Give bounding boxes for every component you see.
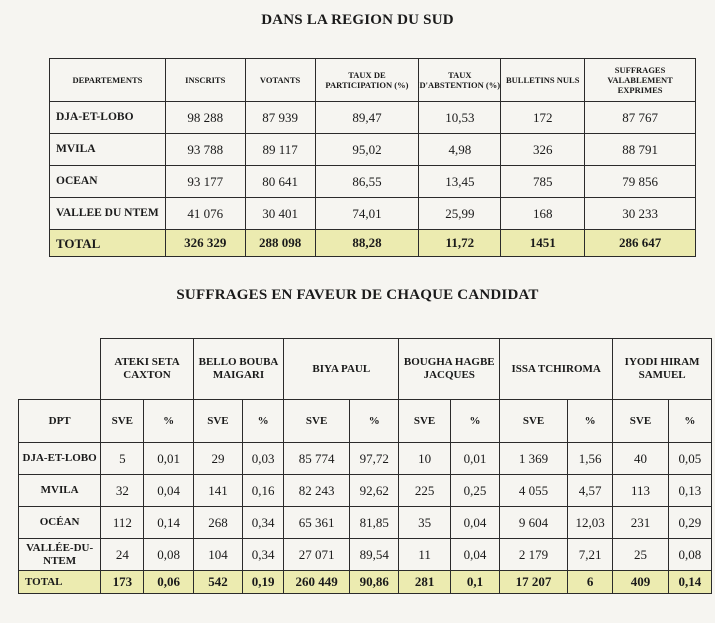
table-cell: 2 179 (500, 539, 568, 571)
total-cell: 326 329 (165, 230, 245, 257)
table-cell: 141 (193, 475, 242, 507)
total-label: TOTAL (50, 230, 166, 257)
table-row (50, 198, 696, 230)
col-suffrages-exprimes: SUFFRAGES VALABLEMENT EXPRIMES (585, 59, 696, 102)
table-cell: 112 (101, 507, 144, 539)
table-cell: 87 939 (245, 102, 315, 134)
table-cell: 98 288 (165, 102, 245, 134)
table-cell: 93 788 (165, 134, 245, 166)
candidate-iyodi: IYODI HIRAM SAMUEL (613, 339, 712, 400)
table-row (50, 102, 696, 134)
table-cell: 172 (501, 102, 585, 134)
candidate-biya: BIYA PAUL (284, 339, 399, 400)
table-cell: 1 369 (500, 443, 568, 475)
table-cell: 41 076 (165, 198, 245, 230)
col-percent: % (567, 400, 612, 443)
candidate-ateki: ATEKI SETA CAXTON (101, 339, 194, 400)
table-cell: 11 (399, 539, 450, 571)
table-cell: 87 767 (585, 102, 696, 134)
table-cell: 10 (399, 443, 450, 475)
table-cell: 4,98 (419, 134, 501, 166)
department-results-table (49, 58, 696, 257)
table-row (19, 475, 712, 507)
table-cell: 30 233 (585, 198, 696, 230)
table-cell: 10,53 (419, 102, 501, 134)
table-cell: 5 (101, 443, 144, 475)
total-cell: 286 647 (585, 230, 696, 257)
table-cell: 785 (501, 166, 585, 198)
table-cell: 0,03 (243, 443, 284, 475)
table-cell: 74,01 (315, 198, 419, 230)
table-cell: 12,03 (567, 507, 612, 539)
table-cell: 89,47 (315, 102, 419, 134)
table-cell: 225 (399, 475, 450, 507)
table2-subheader-row (19, 400, 712, 443)
col-percent: % (450, 400, 499, 443)
table-row (19, 539, 712, 571)
total-cell: 281 (399, 571, 450, 594)
col-taux-abstention: TAUX D'ABSTENTION (%) (419, 59, 501, 102)
col-dpt: DPT (19, 400, 101, 443)
total-label: TOTAL (19, 571, 101, 594)
total-cell: 0,14 (668, 571, 711, 594)
table-cell: 80 641 (245, 166, 315, 198)
total-cell: 0,19 (243, 571, 284, 594)
department-name: MVILA (19, 475, 101, 507)
col-bulletins-nuls: BULLETINS NULS (501, 59, 585, 102)
department-name: VALLEE DU NTEM (50, 198, 166, 230)
table-cell: 35 (399, 507, 450, 539)
table-cell: 168 (501, 198, 585, 230)
table-cell: 231 (613, 507, 669, 539)
col-sve: SVE (101, 400, 144, 443)
table-cell: 0,04 (144, 475, 193, 507)
table-row (19, 443, 712, 475)
table-cell: 0,34 (243, 539, 284, 571)
col-percent: % (668, 400, 711, 443)
col-sve: SVE (613, 400, 669, 443)
table2-candidate-row (19, 339, 712, 400)
table-cell: 89 117 (245, 134, 315, 166)
blank-corner (19, 339, 101, 400)
col-sve: SVE (500, 400, 568, 443)
total-cell: 288 098 (245, 230, 315, 257)
table-cell: 0,13 (668, 475, 711, 507)
table-cell: 30 401 (245, 198, 315, 230)
col-votants: VOTANTS (245, 59, 315, 102)
total-cell: 0,06 (144, 571, 193, 594)
table-cell: 9 604 (500, 507, 568, 539)
table-cell: 0,34 (243, 507, 284, 539)
table-cell: 32 (101, 475, 144, 507)
total-cell: 1451 (501, 230, 585, 257)
col-percent: % (144, 400, 193, 443)
table-cell: 24 (101, 539, 144, 571)
table-cell: 1,56 (567, 443, 612, 475)
table-cell: 82 243 (284, 475, 350, 507)
table-cell: 326 (501, 134, 585, 166)
table-cell: 0,25 (450, 475, 499, 507)
table-cell: 268 (193, 507, 242, 539)
department-name: OCEAN (50, 166, 166, 198)
total-cell: 88,28 (315, 230, 419, 257)
col-taux-participation: TAUX DE PARTICIPATION (%) (315, 59, 419, 102)
table-cell: 0,05 (668, 443, 711, 475)
table-row (50, 134, 696, 166)
table-cell: 95,02 (315, 134, 419, 166)
region-title: DANS LA REGION DU SUD (261, 12, 454, 28)
table-cell: 25,99 (419, 198, 501, 230)
total-cell: 542 (193, 571, 242, 594)
department-name: OCÉAN (19, 507, 101, 539)
table-row (19, 507, 712, 539)
table-cell: 79 856 (585, 166, 696, 198)
candidate-bougha: BOUGHA HAGBE JACQUES (399, 339, 500, 400)
table-cell: 0,04 (450, 539, 499, 571)
total-cell: 11,72 (419, 230, 501, 257)
total-cell: 6 (567, 571, 612, 594)
col-sve: SVE (399, 400, 450, 443)
col-percent: % (350, 400, 399, 443)
table-cell: 4,57 (567, 475, 612, 507)
col-inscrits: INSCRITS (165, 59, 245, 102)
table-cell: 0,08 (668, 539, 711, 571)
col-sve: SVE (193, 400, 242, 443)
table-cell: 0,16 (243, 475, 284, 507)
table-cell: 93 177 (165, 166, 245, 198)
department-name: DJA-ET-LOBO (19, 443, 101, 475)
total-row (19, 571, 712, 594)
total-row (50, 230, 696, 257)
col-percent: % (243, 400, 284, 443)
col-sve: SVE (284, 400, 350, 443)
total-cell: 409 (613, 571, 669, 594)
table-cell: 0,01 (450, 443, 499, 475)
total-cell: 17 207 (500, 571, 568, 594)
candidate-issa: ISSA TCHIROMA (500, 339, 613, 400)
table-cell: 0,04 (450, 507, 499, 539)
department-name: DJA-ET-LOBO (50, 102, 166, 134)
table-cell: 0,14 (144, 507, 193, 539)
total-cell: 173 (101, 571, 144, 594)
total-cell: 90,86 (350, 571, 399, 594)
table-cell: 92,62 (350, 475, 399, 507)
table-cell: 0,01 (144, 443, 193, 475)
table-cell: 13,45 (419, 166, 501, 198)
table-cell: 85 774 (284, 443, 350, 475)
table-row (50, 166, 696, 198)
department-name: MVILA (50, 134, 166, 166)
table-cell: 113 (613, 475, 669, 507)
col-departements: DEPARTEMENTS (50, 59, 166, 102)
table-cell: 81,85 (350, 507, 399, 539)
table-cell: 89,54 (350, 539, 399, 571)
table-cell: 88 791 (585, 134, 696, 166)
table-cell: 86,55 (315, 166, 419, 198)
table-cell: 4 055 (500, 475, 568, 507)
table-cell: 97,72 (350, 443, 399, 475)
department-name: VALLÉE-DU-NTEM (19, 539, 101, 571)
table-cell: 40 (613, 443, 669, 475)
table-cell: 0,29 (668, 507, 711, 539)
table1-header-row (50, 59, 696, 102)
table-cell: 104 (193, 539, 242, 571)
table-cell: 29 (193, 443, 242, 475)
candidate-bello: BELLO BOUBA MAIGARI (193, 339, 283, 400)
candidate-votes-table (18, 338, 712, 594)
table-cell: 7,21 (567, 539, 612, 571)
candidates-title: SUFFRAGES EN FAVEUR DE CHAQUE CANDIDAT (176, 287, 539, 303)
total-cell: 260 449 (284, 571, 350, 594)
table-cell: 0,08 (144, 539, 193, 571)
table-cell: 65 361 (284, 507, 350, 539)
table-cell: 27 071 (284, 539, 350, 571)
total-cell: 0,1 (450, 571, 499, 594)
table-cell: 25 (613, 539, 669, 571)
